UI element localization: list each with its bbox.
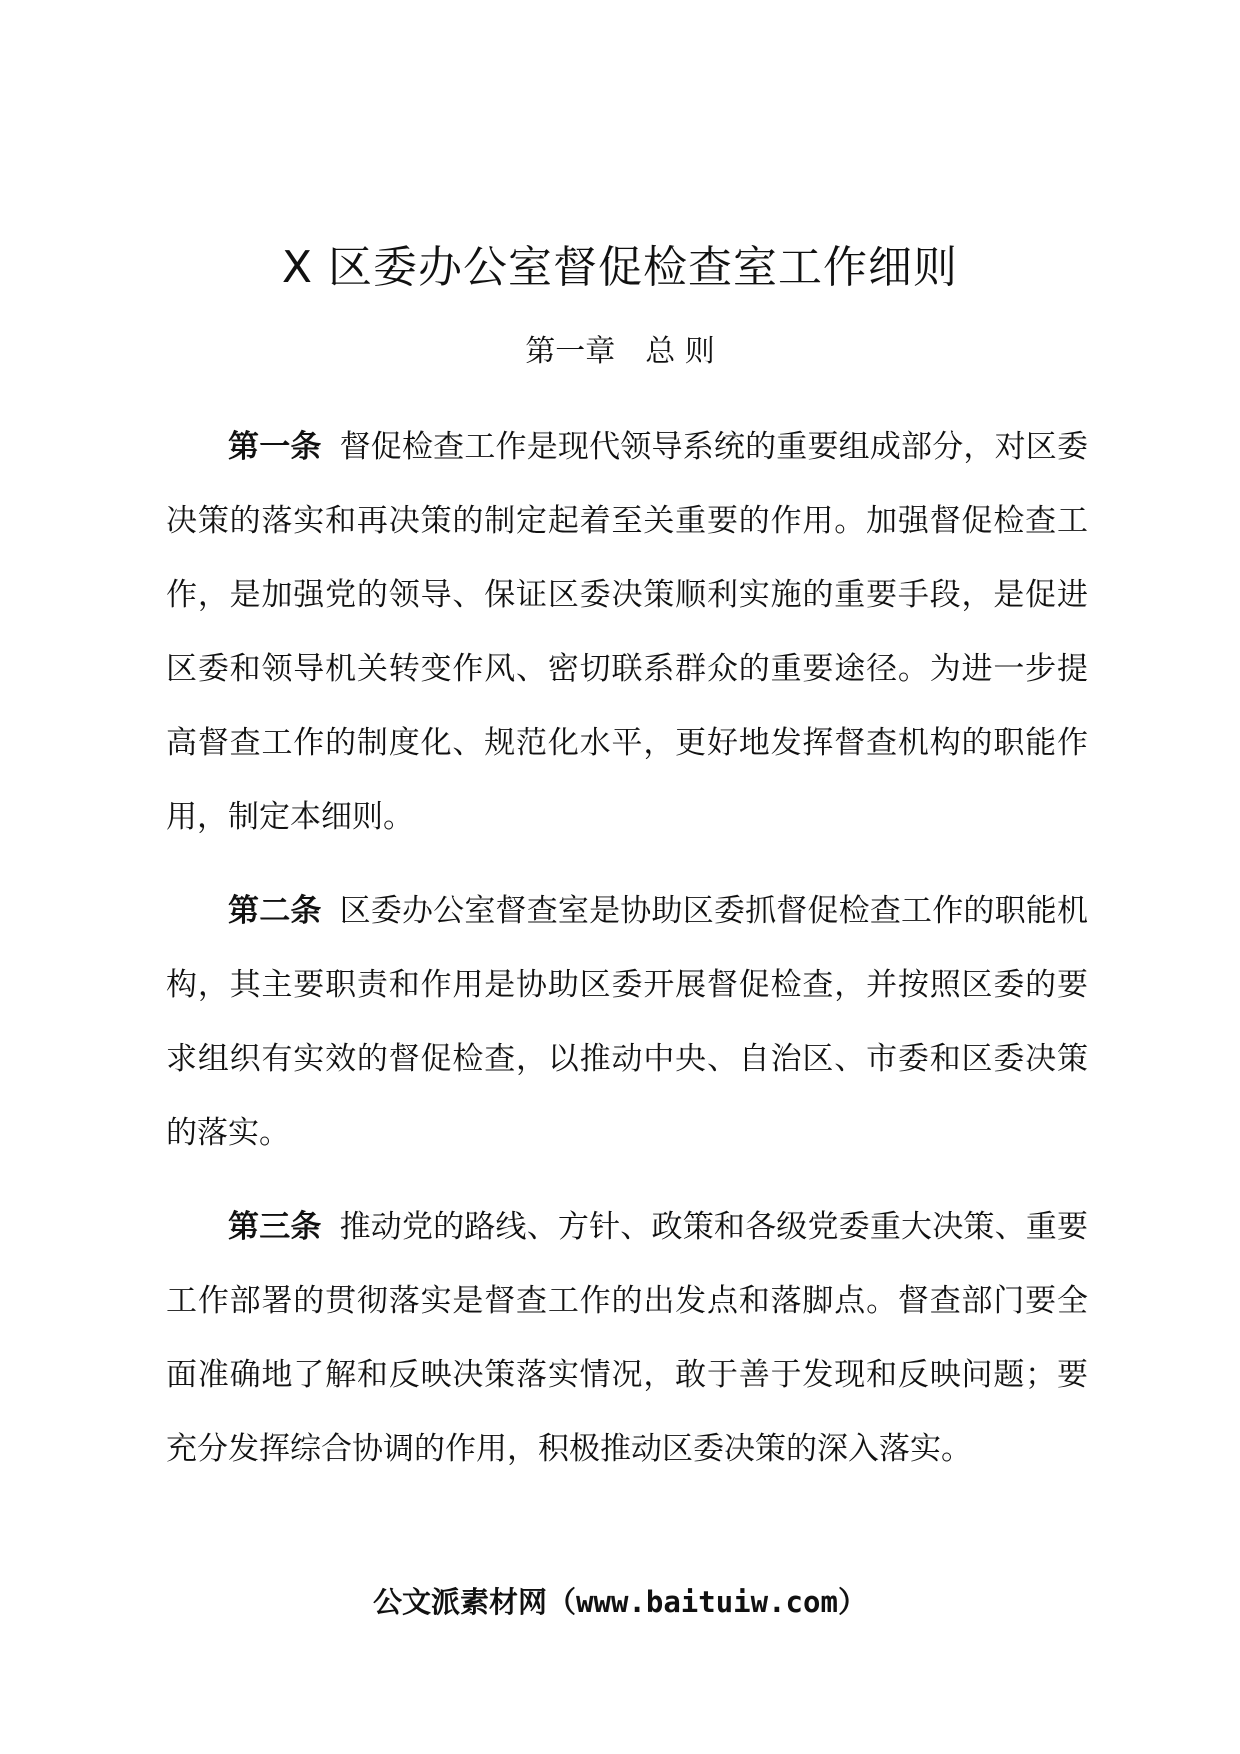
source-watermark: 公文派素材网（www.baituiw.com）	[373, 1585, 867, 1619]
article-text: 督促检查工作是现代领导系统的重要组成部分，对区委决策的落实和再决策的制定起着至关重要的作用。加强督促检查工作，是加强党的领导、保证区委决策顺利实施的重要手段，是促进区委和领导机关转变作风、密切联系群众的重要途径。为进一步提高督查工作的制度化、规范化水平，更好地发挥督查机构的职能作用，制定本细则。	[166, 429, 1088, 835]
article-text: 推动党的路线、方针、政策和各级党委重大决策、重要工作部署的贯彻落实是督查工作的出发点和落脚点。督查部门要全面准确地了解和反映决策落实情况，敢于善于发现和反映问题；要充分发挥综合协调的作用，积极推动区委决策的深入落实。	[166, 1209, 1088, 1467]
article-1	[166, 410, 1088, 854]
chapter-heading: 第一章 总 则	[525, 334, 715, 369]
article-label: 第三条	[228, 1209, 322, 1245]
document-title: X 区委办公室督促检查室工作细则	[281, 242, 959, 293]
article-label: 第二条	[228, 893, 322, 929]
article-3	[166, 1190, 1088, 1486]
article-text: 区委办公室督查室是协助区委抓督促检查工作的职能机构，其主要职责和作用是协助区委开展督促检查，并按照区委的要求组织有实效的督促检查，以推动中央、自治区、市委和区委决策的落实。	[166, 893, 1088, 1151]
article-label: 第一条	[228, 429, 322, 465]
article-2	[166, 874, 1088, 1170]
